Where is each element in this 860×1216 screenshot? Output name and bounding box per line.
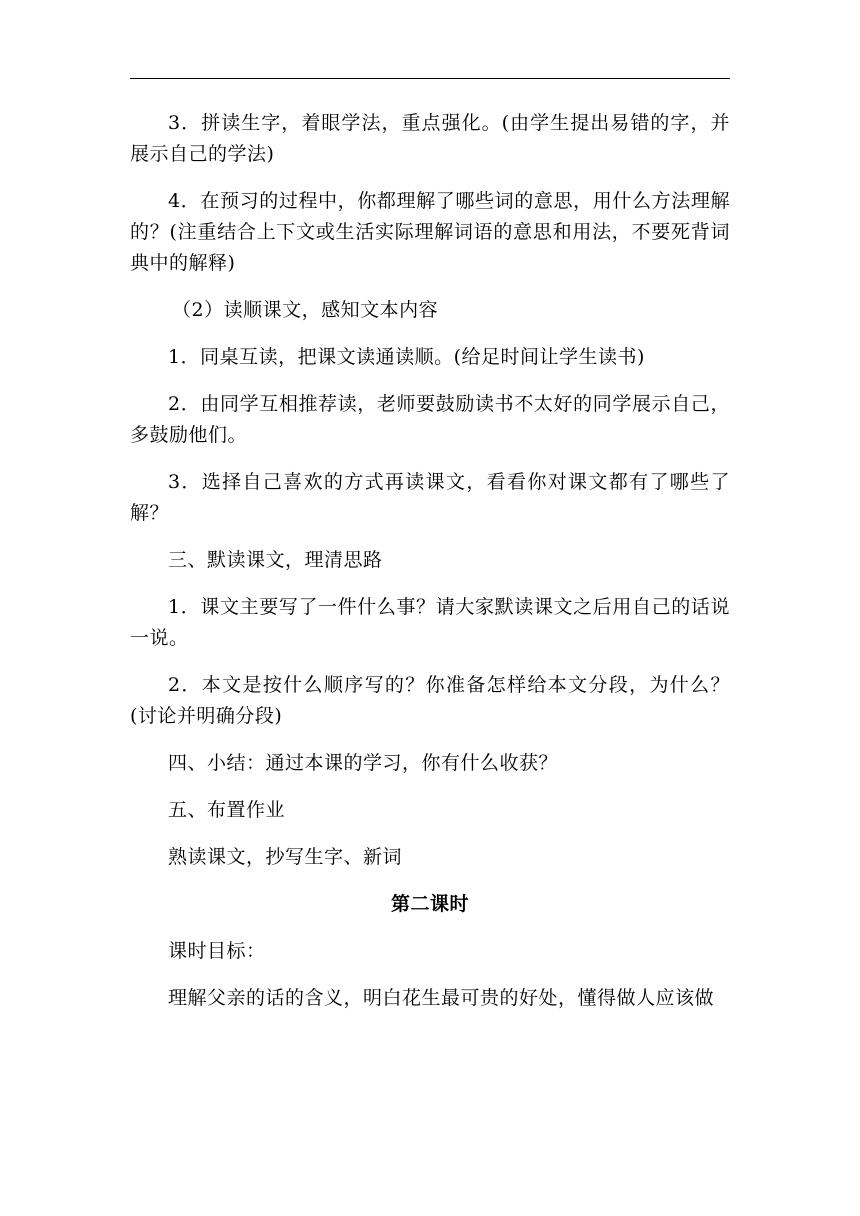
paragraph-lesson-goal-text: 理解父亲的话的含义，明白花生最可贵的好处，懂得做人应该做 <box>168 987 715 1009</box>
paragraph-step-2-order: 2．本文是按什么顺序写的？你准备怎样给本文分段，为什么？(讨论并明确分段) <box>130 674 730 727</box>
lesson-title-second-period: 第二课时 <box>390 893 469 915</box>
section-heading-silent-reading: 三、默读课文，理清思路 <box>168 549 383 571</box>
paragraph-step-2-recommend-reading: 2．由同学互相推荐读，老师要鼓励读书不太好的同学展示自己，多鼓励他们。 <box>130 393 730 446</box>
paragraph-lesson-goal-label: 课时目标： <box>168 940 266 962</box>
section-heading-summary: 四、小结：通过本课的学习，你有什么收获？ <box>168 752 559 774</box>
paragraph-step-1-pair-reading: 1．同桌互读，把课文读通读顺。(给足时间让学生读书) <box>168 346 645 368</box>
paragraph-step-4-vocabulary: 4．在预习的过程中，你都理解了哪些词的意思，用什么方法理解的？(注重结合上下文或生活实际理解词语的意思和用法，不要死背词典中的解释) <box>130 190 730 274</box>
document-body <box>130 108 730 1030</box>
section-heading-homework: 五、布置作业 <box>168 799 286 821</box>
header-rule <box>130 78 730 79</box>
paragraph-step-3-spelling: 3．拼读生字，着眼学法，重点强化。(由学生提出易错的字，并展示自己的学法) <box>130 112 730 165</box>
paragraph-homework-detail: 熟读课文，抄写生字、新词 <box>168 846 403 868</box>
paragraph-step-1-main-event: 1．课文主要写了一件什么事？请大家默读课文之后用自己的话说一说。 <box>130 596 730 649</box>
paragraph-step-3-choose-method: 3．选择自己喜欢的方式再读课文，看看你对课文都有了哪些了解？ <box>130 471 730 524</box>
section-heading-read-smoothly: （2）读顺课文，感知文本内容 <box>172 299 439 321</box>
